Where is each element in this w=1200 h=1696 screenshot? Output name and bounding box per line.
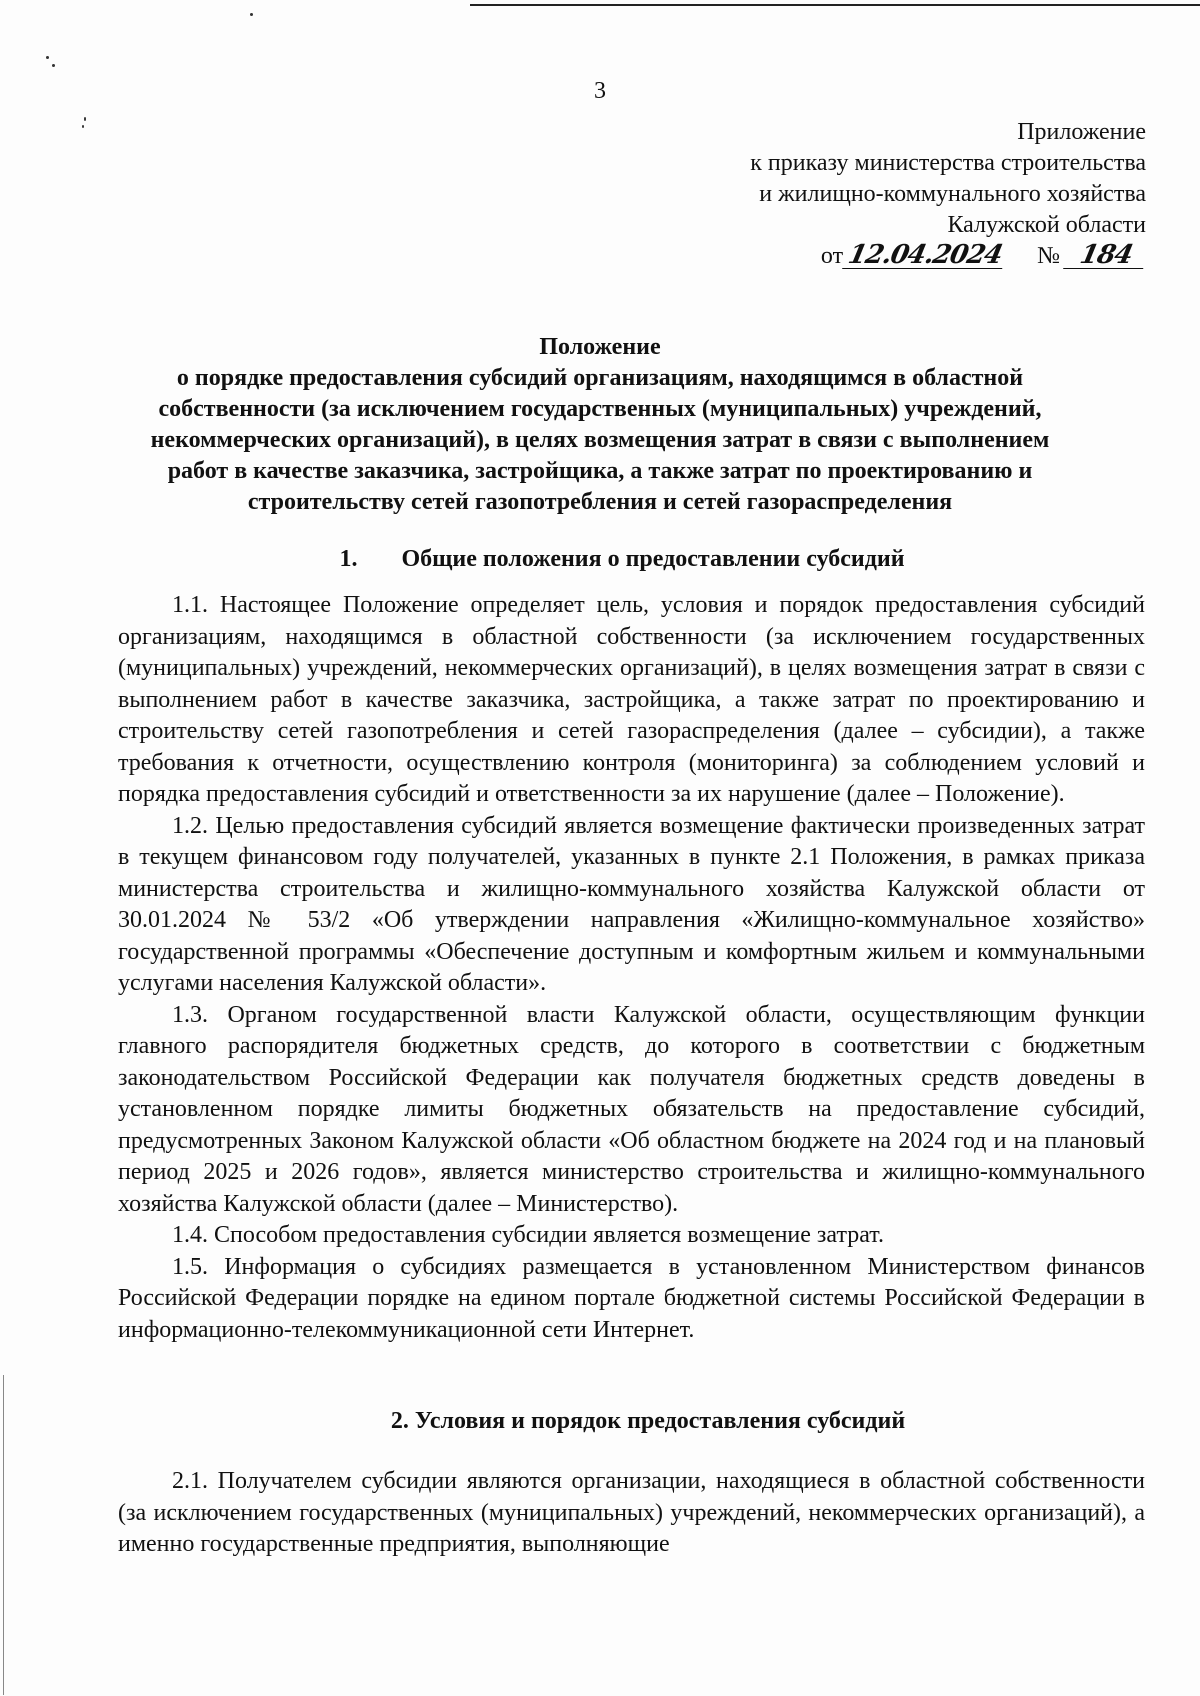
section-1-body (118, 590, 1145, 1346)
date-prefix: от (820, 243, 844, 269)
number-label: № (1037, 243, 1060, 269)
paragraph: 1.1. Настоящее Положение определяет цель, условия и порядок предоставления субсидий организациям, находящимся в областной собственности (за исключением государственных (муниципальных) учреждений, некоммерческих организаций), в целях возмещения затрат в связи с выполнением работ в качестве заказчика, застройщика, а также затрат по проектированию и строительству сетей газопотребления и сетей газораспределения (далее – субсидии), а также требования к отчетности, осуществлению контроля (мониторинга) за соблюдением условий и порядка предоставления субсидий и ответственности за их нарушение (далее – Положение). (118, 592, 1145, 807)
section-title: Общие положения о предоставлении субсидий (401, 546, 905, 572)
title-line: о порядке предоставления субсидий организациям, находящимся в областной (176, 365, 1024, 391)
scan-speck (250, 13, 253, 16)
paragraph: 1.2. Целью предоставления субсидий является возмещение фактически произведенных затрат в текущем финансовом году получателей, указанных в пункте 2.1 Положения, в рамках приказа министерства строительства и жилищно-коммунального хозяйства Калужской области от 30.01.2024 № 53/2 «Об утверждении направления «Жилищно-коммунальное хозяйство» государственной программы «Обеспечение доступным и комфортным жильем и коммунальными услугами населения Калужской области». (118, 812, 1145, 996)
title-line: строительству сетей газопотребления и сетей газораспределения (247, 489, 953, 515)
scan-speck (52, 64, 55, 67)
paragraph: 2.1. Получателем субсидии являются организации, находящиеся в областной собственности (за исключением государственных (муниципальных) учреждений, некоммерческих организаций), а именно государственные предприятия, выполняющие (118, 1468, 1145, 1557)
appendix-block (750, 117, 1146, 272)
handwritten-number: 184 (1063, 242, 1149, 269)
appendix-line: и жилищно-коммунального хозяйства (759, 181, 1146, 207)
appendix-line: Калужской области (947, 212, 1146, 238)
section-2-body (118, 1466, 1145, 1561)
scan-speck (82, 125, 84, 128)
title-line: Положение (539, 334, 661, 360)
paragraph: 1.3. Органом государственной власти Калужской области, осуществляющим функции главного распорядителя бюджетных средств, до которого в соответствии с бюджетным законодательством Российской Федерации как получателя бюджетных средств доведены в установленном порядке лимиты бюджетных обязательств на предоставление субсидий, предусмотренных Законом Калужской области «Об областном бюджете на 2024 год и на плановый период 2025 и 2026 годов», является министерство строительства и жилищно-коммунального хозяйства Калужской области (далее – Министерство). (118, 1001, 1145, 1217)
scan-left-edge (3, 1375, 4, 1695)
section-1-heading (22, 546, 1200, 573)
paragraph: 1.4. Способом предоставления субсидии является возмещение затрат. (172, 1222, 884, 1248)
order-reference (750, 241, 1146, 272)
appendix-line: Приложение (1017, 119, 1146, 145)
page-number: 3 (594, 78, 606, 104)
scan-speck (84, 117, 86, 121)
scan-speck (46, 56, 49, 59)
section-number: 1. (339, 546, 358, 572)
section-2-heading: 2. Условия и порядок предоставления субсидий (390, 1408, 906, 1434)
title-line: собственности (за исключением государственных (муниципальных) учреждений, (158, 396, 1042, 422)
scan-top-rule (470, 4, 1200, 6)
appendix-line: к приказу министерства строительства (750, 150, 1146, 176)
title-line: работ в качестве заказчика, застройщика, а также затрат по проектированию и (167, 458, 1033, 484)
title-line: некоммерческих организаций), в целях возмещения затрат в связи с выполнением (150, 427, 1050, 453)
paragraph: 1.5. Информация о субсидиях размещается в установленном Министерством финансов Российской Федерации порядке на едином портале бюджетной системы Российской Федерации в информационно-телекоммуникационной сети Интернет. (118, 1253, 1145, 1343)
handwritten-date: 12.04.2024 (842, 242, 1008, 269)
document-title (100, 332, 1100, 518)
